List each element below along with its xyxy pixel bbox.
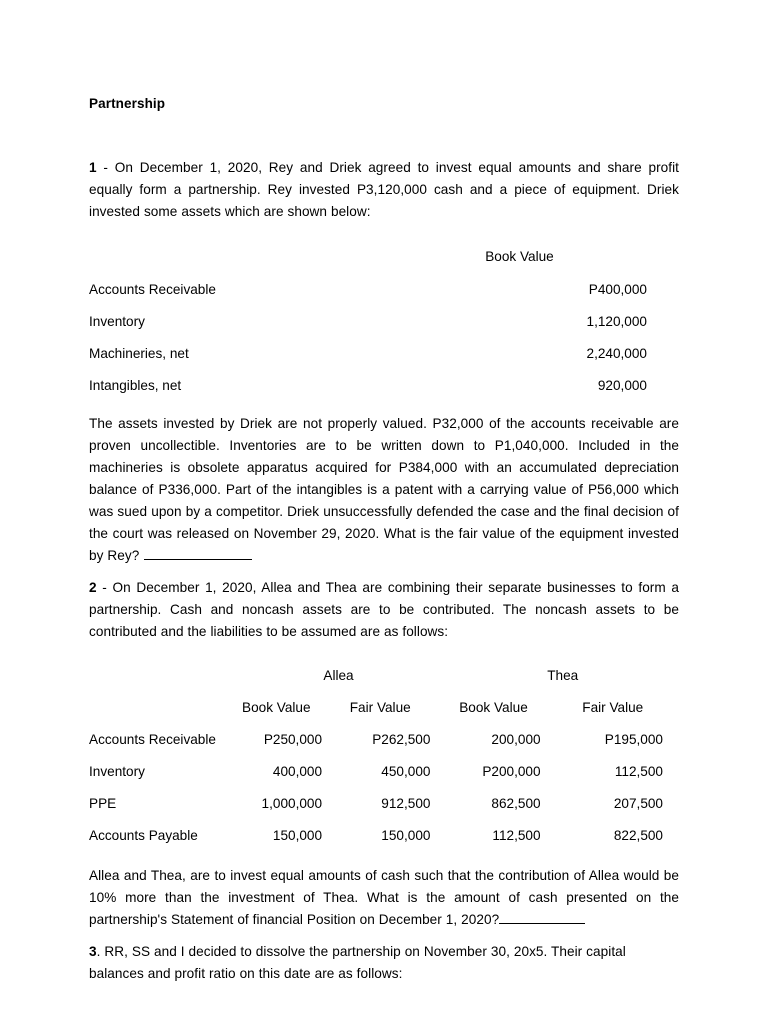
question-3-body	[89, 941, 679, 985]
table1-row-label: Machineries, net	[89, 345, 189, 361]
driek-assets-table	[89, 239, 679, 401]
table2-cell-thea-fair: 822,500	[613, 827, 663, 843]
table2-cell-thea-fair: 112,500	[614, 763, 663, 779]
page-title: Partnership	[89, 96, 166, 111]
question-2-intro-text: - On December 1, 2020, Allea and Thea are combining their separate businesses to form a partnership. Cash and noncash assets are to be contributed. The noncash assets to be contributed and the liabilities to be assumed are as follows:	[89, 580, 679, 639]
table2-cell-thea-fair: 207,500	[613, 795, 663, 811]
question-1-answer-blank[interactable]	[144, 559, 252, 560]
table1-row-label: Inventory	[89, 313, 145, 329]
table2-cell-allea-book: 400,000	[272, 763, 323, 779]
table2-col-header-allea-book: Book Value	[242, 699, 311, 715]
table-row	[89, 369, 679, 401]
table2-cell-allea-fair: 450,000	[381, 763, 431, 779]
question-2-body-text: Allea and Thea, are to invest equal amounts of cash such that the contribution of Allea would be 10% more than the investment of Thea. What is the amount of cash presented on the partnership's Statement of financial Position on December 1, 2020?	[89, 868, 679, 927]
table1-row-value: 920,000	[597, 377, 647, 393]
table2-cell-thea-book: 112,500	[492, 827, 541, 843]
table2-col-header-allea-fair: Fair Value	[349, 699, 411, 715]
question-2-number: 2	[89, 580, 97, 595]
table1-row-value: 2,240,000	[586, 345, 647, 361]
table-header-row	[89, 691, 679, 723]
question-2-answer-blank[interactable]	[499, 923, 585, 924]
question-2-body	[89, 865, 679, 931]
table-header-row	[89, 239, 679, 273]
table-row	[89, 723, 679, 755]
table2-group-header-allea: Allea	[323, 667, 354, 683]
table2-cell-allea-book: 150,000	[272, 827, 323, 843]
question-1-number: 1	[89, 160, 97, 175]
table2-row-label: Accounts Receivable	[89, 731, 216, 747]
table2-row-label: Inventory	[89, 763, 145, 779]
question-2-intro	[89, 577, 679, 643]
table-row	[89, 273, 679, 305]
table-row	[89, 337, 679, 369]
table2-cell-thea-book: P200,000	[482, 763, 541, 779]
table2-cell-allea-book: 1,000,000	[261, 795, 323, 811]
table-row	[89, 755, 679, 787]
question-1-body-text: The assets invested by Driek are not properly valued. P32,000 of the accounts receivable are proven uncollectible. Inventories are to be written down to P1,040,000. Included in the machineries is obsolete apparatus acquired for P384,000 with an accumulated depreciation balance of P336,000. Part of the intangibles is a patent with a carrying value of P56,000 which was sued upon by a competitor. Driek unsuccessfully defended the case and the final decision of the court was released on November 29, 2020. What is the fair value of the equipment invested by Rey?	[89, 416, 679, 563]
table-row	[89, 819, 679, 851]
table1-row-value: P400,000	[588, 281, 647, 297]
table-row	[89, 787, 679, 819]
table2-empty-header	[89, 659, 231, 691]
table2-row-label: Accounts Payable	[89, 827, 198, 843]
table1-row-label: Accounts Receivable	[89, 281, 216, 297]
question-3-number: 3	[89, 944, 97, 959]
table2-cell-thea-book: 200,000	[491, 731, 541, 747]
table2-cell-thea-fair: P195,000	[604, 731, 663, 747]
table1-empty-header	[89, 239, 360, 273]
table2-cell-thea-book: 862,500	[491, 795, 541, 811]
question-1-intro-text: - On December 1, 2020, Rey and Driek agreed to invest equal amounts and share profit equally form a partnership. Rey invested P3,120,000 cash and a piece of equipment. Driek invested some assets which are shown below:	[89, 160, 679, 219]
table2-row-label: PPE	[89, 795, 117, 811]
table2-cell-allea-fair: 912,500	[381, 795, 431, 811]
table2-cell-allea-fair: P262,500	[372, 731, 431, 747]
table1-row-label: Intangibles, net	[89, 377, 182, 393]
table-row	[89, 305, 679, 337]
allea-thea-assets-table	[89, 659, 679, 851]
table2-cell-allea-fair: 150,000	[381, 827, 431, 843]
document-content	[89, 95, 679, 995]
table1-row-value: 1,120,000	[586, 313, 647, 329]
table2-col-header-thea-fair: Fair Value	[582, 699, 644, 715]
table2-col-header-thea-book: Book Value	[459, 699, 528, 715]
table1-book-value-header: Book Value	[485, 248, 554, 264]
table2-empty-header-2	[89, 691, 231, 723]
table-group-header-row	[89, 659, 679, 691]
question-1-intro	[89, 157, 679, 223]
table2-cell-allea-book: P250,000	[263, 731, 323, 747]
question-1-body	[89, 413, 679, 567]
question-3-body-text: . RR, SS and I decided to dissolve the partnership on November 30, 20x5. Their capital balances and profit ratio on this date are as follows:	[89, 944, 626, 981]
table2-group-header-thea: Thea	[547, 667, 579, 683]
